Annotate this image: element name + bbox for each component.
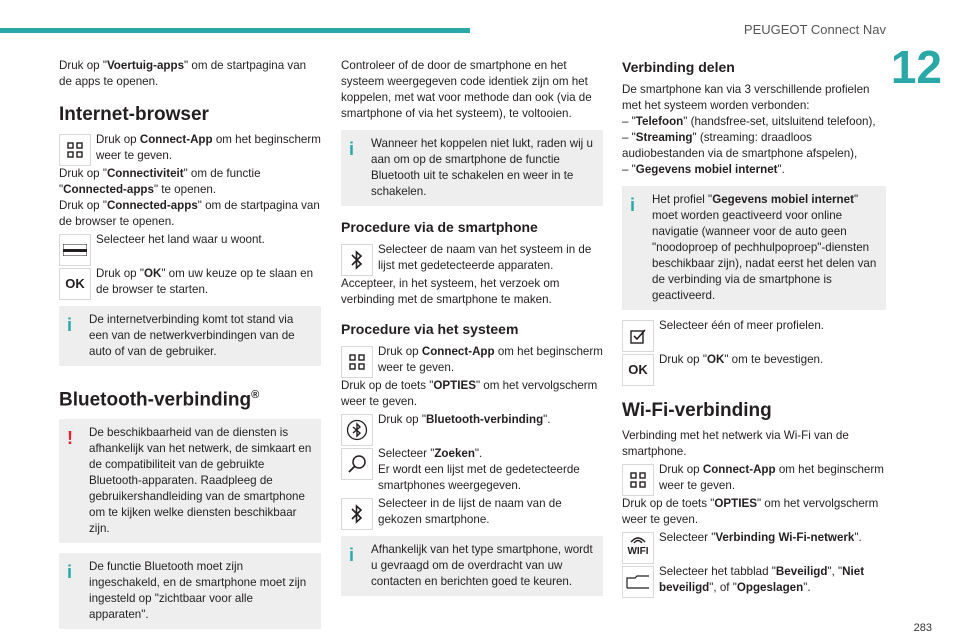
list-item: – "Gegevens mobiel internet". [622, 163, 785, 176]
step-select-tab: Selecteer het tabblad "Beveiligd", "Niet beveiligd", of "Opgeslagen". [622, 564, 886, 596]
bluetooth-icon [341, 498, 373, 530]
step-select-country: Selecteer het land waar u woont. [59, 232, 321, 264]
intro-paragraph: Controleer of de door de smartphone en het systeem weergegeven code identiek zijn om het koppelen, met wat voor methode dan ook (via de smartphone of via het systeem), te voltooien. [341, 59, 592, 120]
intro-paragraph: Druk op "Voertuig-apps" om de startpagina van de apps te openen. [59, 59, 307, 88]
page-number: 283 [913, 622, 932, 634]
step-connect-app: Druk op Connect-App om het beginscherm weer te geven. [341, 344, 603, 376]
info-note-pairing: i Wanneer het koppelen niet lukt, raden wij u aan om op de smartphone de functie Bluetooth uit te schakelen en weer in te schakelen. [341, 130, 603, 206]
phone-procedure-title: Procedure via de smartphone [341, 219, 538, 235]
info-note-internet: i De internetverbinding komt tot stand via een van de netwerkverbindingen van de auto of van de gebruiker. [59, 306, 321, 366]
list-item: – "Streaming" (streaming: draadloos audiobestanden via de smartphone afspelen), [622, 131, 858, 160]
apps-grid-icon [622, 464, 654, 496]
system-procedure-title: Procedure via het systeem [341, 321, 519, 337]
share-title: Verbinding delen [622, 59, 735, 75]
warning-note-bluetooth: ! De beschikbaarheid van de diensten is afhankelijk van het netwerk, de simkaart en de compatibiliteit van de gebruikte Bluetooth-apparaten. Raadpleeg de gebruikershandleiding van de smartphone om te kijken welke diensten beschikbaar zijn. [59, 419, 321, 543]
ok-icon: OK [59, 268, 91, 300]
ok-icon: OK [622, 354, 654, 386]
info-note-transfer: i Afhankelijk van het type smartphone, wordt u gevraagd om de overdracht van uw contacten en berichten goed te keuren. [341, 536, 603, 596]
checkbox-icon [622, 320, 654, 352]
apps-grid-icon [341, 346, 373, 378]
step-ok: OK Druk op "OK" om te bevestigen. [622, 352, 886, 384]
bluetooth-icon [341, 244, 373, 276]
text-options: Druk op de toets "OPTIES" om het vervolgscherm weer te geven. [341, 379, 598, 408]
text-connected-apps: "Connected-apps" te openen. [59, 183, 217, 196]
step-select-profiles: Selecteer één of meer profielen. [622, 318, 886, 350]
tabs-icon [622, 566, 654, 598]
list-item: – "Telefoon" (handsfree-set, uitsluitend telefoon), [622, 115, 876, 128]
wifi-title: Wi-Fi-verbinding [622, 400, 772, 421]
apps-grid-icon [59, 134, 91, 166]
info-icon: i [349, 139, 355, 159]
info-note-bluetooth: i De functie Bluetooth moet zijn ingeschakeld, en de smartphone moet zijn ingesteld op "zichtbaar voor alle apparaten". [59, 553, 321, 629]
text-accept: Accepteer, in het systeem, het verzoek om verbinding met de smartphone te maken. [341, 277, 560, 306]
column-2 [341, 58, 603, 604]
info-icon: i [67, 315, 73, 335]
chapter-number: 12 [890, 41, 942, 93]
column-3 [622, 58, 886, 598]
internet-title: Internet-browser [59, 104, 209, 125]
step-connect-app: Druk op Connect-App om het beginscherm weer te geven. [622, 462, 886, 494]
wifi-paragraph: Verbinding met het netwerk via Wi-Fi van de smartphone. [622, 429, 849, 458]
bluetooth-title: Bluetooth-verbinding® [59, 389, 260, 411]
wifi-icon: WIFI [622, 532, 654, 564]
step-wifi-connection: WIFI Selecteer "Verbinding Wi-Fi-netwerk". [622, 530, 886, 562]
info-icon: i [67, 562, 73, 583]
info-icon: i [630, 195, 636, 215]
header-accent-bar [0, 28, 470, 33]
step-bluetooth-connection: Druk op "Bluetooth-verbinding". [341, 412, 603, 444]
column-1 [59, 58, 321, 637]
warning-icon: ! [67, 428, 73, 449]
text-options: Druk op de toets "OPTIES" om het vervolgscherm weer te geven. [622, 497, 879, 526]
bluetooth-circle-icon [341, 414, 373, 446]
step-search: Selecteer "Zoeken". Er wordt een lijst met de gedetecteerde smartphones weergegeven. [341, 446, 603, 494]
step-select-system: Selecteer de naam van het systeem in de lijst met gedetecteerde apparaten. [341, 242, 603, 274]
step-select-phone: Selecteer in de lijst de naam van de gekozen smartphone. [341, 496, 603, 528]
text-open-browser: Druk op "Connected-apps" om de startpagina van de browser te openen. [59, 199, 320, 228]
share-paragraph: De smartphone kan via 3 verschillende profielen met het systeem worden verbonden: [622, 83, 870, 112]
info-note-mobile-data: i Het profiel "Gegevens mobiel internet" moet worden geactiveerd voor online navigatie (wanneer voor de auto geen "noodoproep of pechhulpoproep"-diensten beschikbaar zijn), nadat eerst het delen van de verbinding via de smartphone is geactiveerd. [622, 186, 886, 310]
header-title: PEUGEOT Connect Nav [743, 22, 886, 37]
text-connectivity: Druk op "Connectiviteit" om de functie [59, 167, 261, 180]
info-icon: i [349, 545, 355, 565]
flag-icon [59, 234, 91, 266]
step-ok: OK Druk op "OK" om uw keuze op te slaan en de browser te starten. [59, 266, 321, 298]
step-connect-app: Druk op Connect-App om het beginscherm weer te geven. [59, 132, 321, 164]
search-icon [341, 448, 373, 480]
